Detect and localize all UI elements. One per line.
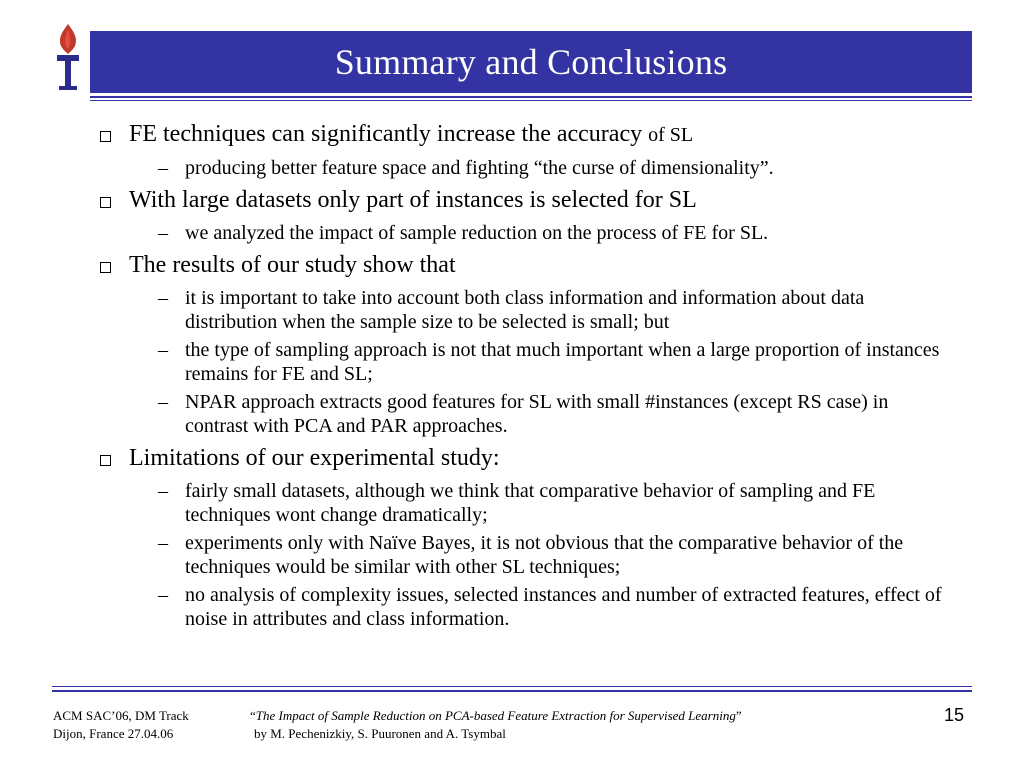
sub-item	[158, 479, 966, 527]
sub-item-text: it is important to take into account both class information and information about data distribution when the sample size to be selected is small; but	[185, 287, 865, 333]
bullet-text: FE techniques can significantly increase the accuracy of SL	[129, 121, 694, 147]
bullet-item	[96, 251, 966, 279]
footer-paper	[250, 707, 742, 743]
sub-item-text: fairly small datasets, although we think that comparative behavior of sampling and FE techniques wont change dramatically;	[185, 480, 876, 526]
bullet-item	[96, 186, 966, 214]
sub-list	[96, 286, 966, 438]
sub-item-text: we analyzed the impact of sample reduction on the process of FE for SL.	[185, 222, 769, 244]
title-underline-thin	[90, 100, 972, 101]
bullet-text: With large datasets only part of instances is selected for SL	[129, 187, 697, 213]
square-bullet-icon	[100, 262, 111, 273]
bullet-text: The results of our study show that	[129, 252, 456, 278]
paper-title-line: “The Impact of Sample Reduction on PCA-based Feature Extraction for Supervised Learning”	[250, 708, 742, 723]
dash-marker: –	[158, 532, 168, 554]
conference-location-date: Dijon, France 27.04.06	[53, 726, 174, 741]
sub-item-text: no analysis of complexity issues, selected instances and number of extracted features, effect of noise in attributes and class information.	[185, 584, 942, 630]
sub-list	[96, 479, 966, 631]
bullet-item	[96, 444, 966, 472]
dash-marker: –	[158, 480, 168, 502]
sub-item	[158, 583, 966, 631]
page-number: 15	[944, 705, 965, 725]
bullet-text: Limitations of our experimental study:	[129, 445, 500, 471]
square-bullet-icon	[100, 131, 111, 142]
sub-item-text: the type of sampling approach is not that much important when a large proportion of instances remains for FE and SL;	[185, 339, 940, 385]
sub-item	[158, 390, 966, 438]
title-underline	[90, 96, 972, 98]
paper-authors: by M. Pechenizkiy, S. Puuronen and A. Tsymbal	[254, 726, 506, 741]
conference-name: ACM SAC’06, DM Track	[53, 708, 189, 723]
sub-list	[96, 221, 966, 245]
sub-list	[96, 156, 966, 180]
paper-title: The Impact of Sample Reduction on PCA-based Feature Extraction for Supervised Learning	[255, 708, 736, 723]
dash-marker: –	[158, 287, 168, 309]
dash-marker: –	[158, 391, 168, 413]
slide-content	[96, 120, 966, 637]
square-bullet-icon	[100, 197, 111, 208]
sub-item	[158, 156, 966, 180]
bullet-item	[96, 120, 966, 149]
title-bar	[90, 31, 972, 93]
footer-rule	[52, 686, 972, 687]
dash-marker: –	[158, 339, 168, 361]
sub-item	[158, 221, 966, 245]
slide-title: Summary and Conclusions	[334, 42, 728, 82]
square-bullet-icon	[100, 455, 111, 466]
sub-item-text: experiments only with Naïve Bayes, it is not obvious that the comparative behavior of the techniques would be similar with other SL techniques;	[185, 532, 904, 578]
sub-item	[158, 338, 966, 386]
sub-item	[158, 286, 966, 334]
dash-marker: –	[158, 222, 168, 244]
sub-item-text: NPAR approach extracts good features for SL with small #instances (except RS case) in contrast with PCA and PAR approaches.	[185, 391, 889, 437]
footer-conference	[53, 707, 189, 743]
footer-rule-thick	[52, 690, 972, 692]
sub-item	[158, 531, 966, 579]
dash-marker: –	[158, 157, 168, 179]
dash-marker: –	[158, 584, 168, 606]
university-torch-logo	[48, 22, 88, 96]
sub-item-text: producing better feature space and fighting “the curse of dimensionality”.	[185, 157, 774, 179]
